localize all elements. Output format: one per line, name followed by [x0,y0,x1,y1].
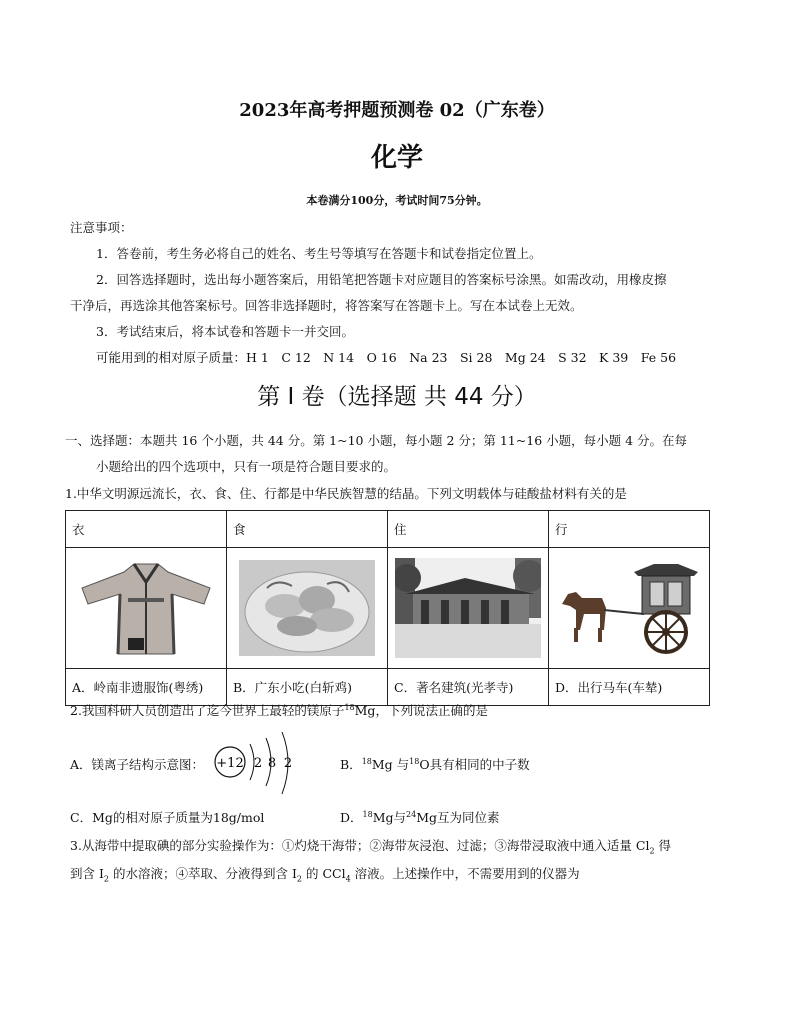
q1-pic-c [388,548,549,669]
q3-stem-line-2: 到含 $I_2$ 的水溶液；④萃取、分液得到含 $I_2$ 的 CCl$_4$ 溶液。上述操作中，不需要用到的仪器为 [70,866,580,884]
q1-pic-d [549,548,710,669]
q1-pic-b [227,548,388,669]
q2-option-d: D．$^{18}$Mg与$^{24}$Mg互为同位素 [340,809,500,825]
q1-option-c: C．著名建筑(光孝寺) [388,669,549,706]
q1-stem: 1.中华文明源远流长，衣、食、住、行都是中华民族智慧的结晶。下列文明载体与硅酸盐材料有关的是 [65,486,627,501]
q1-option-a: A．岭南非遗服饰(粤绣) [66,669,227,706]
chicken-dish-icon [237,558,377,658]
note-item-2-cont: 干净后，再选涂其他答案标号。回答非选择题时，将答案写在答题卡上。写在本试卷上无效。 [70,298,583,313]
temple-icon [395,558,541,658]
shell-1: 2 [253,756,263,771]
robe-icon [76,558,216,658]
q1-pic-a [66,548,227,669]
section-instruction: 一、选择题：本题共 16 个小题，共 44 分。第 1~10 小题，每小题 2 分；第 11~16 小题，每小题 4 分。在每 [65,433,688,448]
q2-option-b: B．$^{18}$Mg 与$^{18}$O具有相同的中子数 [340,756,530,772]
q2-option-a: A．镁离子结构示意图： [70,757,205,772]
shell-2: 8 [267,756,277,771]
notes-heading: 注意事项： [70,220,133,235]
shell-3: 2 [283,756,293,771]
atomic-masses: 可能用到的相对原子质量：H 1 C 12 N 14 O 16 Na 23 Si 28 Mg 24 S 32 K 39 Fe 56 [96,350,677,365]
q1-header-travel: 行 [549,511,710,548]
q1-header-housing: 住 [388,511,549,548]
score-line: 本卷满分100分，考试时间75分钟。 [306,194,488,207]
exam-title: 2023年高考押题预测卷 02（广东卷） [239,100,555,121]
subject-title: 化学 [370,143,423,173]
note-item-3: 3．考试结束后，将本试卷和答题卡一并交回。 [96,324,354,339]
q1-option-b: B．广东小吃(白斩鸡) [227,669,388,706]
q3-stem-line-1: 3.从海带中提取碘的部分实验操作为：①灼烧干海带；②海带灰浸泡、过滤；③海带浸取液中通入适量 $Cl_2$ 得 [70,838,672,856]
section-title: 第 I 卷（选择题 共 44 分） [257,384,537,410]
note-item-1: 1．答卷前，考生务必将自己的姓名、考生号等填写在答题卡和试卷指定位置上。 [96,246,542,261]
q2-stem: 2.我国科研人员创造出了迄今世界上最轻的镁原子$^{18}$Mg，下列说法正确的是 [70,702,488,718]
horse-carriage-icon [554,558,704,658]
nucleus-charge: +12 [216,756,244,771]
mg-ion-structure-diagram [210,732,300,802]
q1-table [65,510,710,706]
q1-header-clothing: 衣 [66,511,227,548]
q1-option-d: D．出行马车(车辇) [549,669,710,706]
q2-option-c: C．Mg的相对原子质量为18g/mol [70,810,265,825]
section-instruction-cont: 小题给出的四个选项中，只有一项是符合题目要求的。 [96,459,397,474]
q1-header-food: 食 [227,511,388,548]
note-item-2: 2．回答选择题时，选出每小题答案后，用铅笔把答题卡对应题目的答案标号涂黑。如需改动，用橡皮擦 [96,272,667,287]
